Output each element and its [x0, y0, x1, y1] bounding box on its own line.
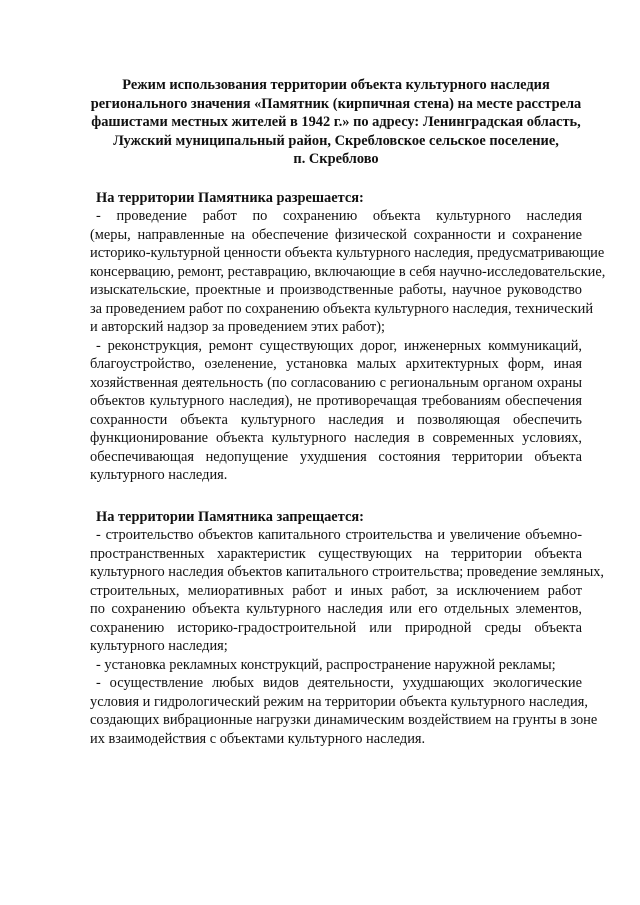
- prohibited-heading: На территории Памятника запрещается:: [96, 508, 364, 525]
- text-line: сохранению историко-градостроительной или природной среды объекта: [90, 619, 582, 636]
- text-line: культурного наследия;: [90, 638, 228, 654]
- allowed-heading: На территории Памятника разрешается:: [96, 189, 364, 206]
- text-line: за проведением работ по сохранению объекта культурного наследия, технический: [90, 300, 594, 317]
- text-line: обеспечивающая недопущение ухудшения состояния территории объекта: [90, 448, 582, 465]
- text-line: - осуществление любых видов деятельности, ухудшающих экологические: [96, 675, 582, 691]
- document-page: [90, 76, 606, 748]
- title-line: Лужский муниципальный район, Скребловское сельское поселение,: [113, 132, 559, 149]
- prohibited-paragraph: [90, 656, 582, 675]
- prohibited-section: [90, 508, 605, 749]
- text-line: культурного наследия.: [90, 467, 228, 483]
- text-line: изыскательские, проектные и производственные работы, научное руководство: [90, 282, 582, 298]
- title-line: регионального значения «Памятник (кирпичная стена) на месте расстрела: [90, 95, 582, 112]
- prohibited-paragraph: [90, 674, 598, 748]
- text-line: - строительство объектов капитального строительства и увеличение объемно-: [96, 527, 582, 543]
- text-line: пространственных характеристик существующих на территории объекта: [90, 545, 582, 562]
- text-line: функционирование объекта культурного наследия в современных условиях,: [90, 430, 582, 446]
- text-line: - проведение работ по сохранению объекта культурного наследия: [96, 208, 582, 224]
- text-line: культурного наследия объектов капитального строительства; проведение земляных,: [90, 564, 605, 580]
- title-line: фашистами местных жителей в 1942 г.» по адресу: Ленинградская область,: [91, 114, 581, 130]
- title-line: Режим использования территории объекта культурного наследия: [122, 77, 550, 93]
- text-line: строительных, мелиоративных работ и иных работ, за исключением работ: [90, 582, 582, 599]
- text-line: - установка рекламных конструкций, распространение наружной рекламы;: [96, 656, 556, 673]
- allowed-paragraph: [90, 337, 582, 485]
- text-line: создающих вибрационные нагрузки динамическим воздействием на грунты в зоне: [90, 712, 598, 728]
- text-line: - реконструкция, ремонт существующих дорог, инженерных коммуникаций,: [96, 337, 582, 354]
- text-line: по сохранению объекта культурного наследия или его отдельных элементов,: [90, 601, 582, 617]
- text-line: объектов культурного наследия), не противоречащая требованиям обеспечения: [90, 393, 582, 409]
- text-line: консервацию, ремонт, реставрацию, включающие в себя научно-исследовательские,: [90, 263, 606, 280]
- document-title: [90, 76, 582, 169]
- allowed-section: [90, 189, 606, 485]
- text-line: историко-культурной ценности объекта культурного наследия, предусматривающие: [90, 245, 605, 261]
- text-line: их взаимодействия с объектами культурного наследия.: [90, 730, 426, 747]
- text-line: хозяйственная деятельность (по согласованию с региональным органом охраны: [90, 374, 582, 391]
- text-line: (меры, направленные на обеспечение физической сохранности и сохранение: [90, 226, 582, 243]
- allowed-paragraph: [90, 207, 606, 337]
- title-line: п. Скреблово: [293, 151, 379, 167]
- text-line: благоустройство, озеленение, установка малых архитектурных форм, иная: [90, 356, 582, 372]
- text-line: сохранности объекта культурного наследия и позволяющая обеспечить: [90, 411, 582, 428]
- prohibited-paragraph: [90, 526, 605, 656]
- text-line: и авторский надзор за проведением этих работ);: [90, 319, 385, 335]
- text-line: условия и гидрологический режим на территории объекта культурного наследия,: [90, 693, 588, 710]
